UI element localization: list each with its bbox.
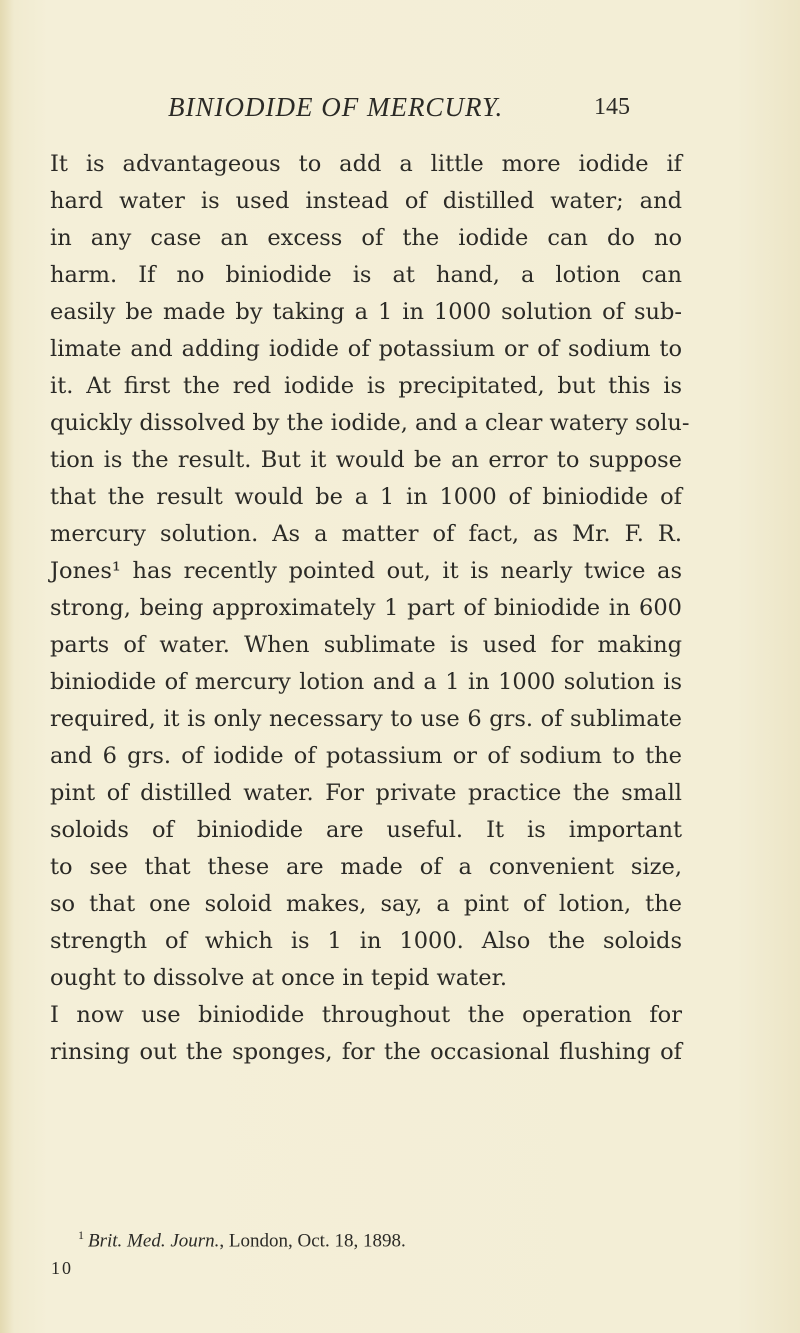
text-line: to see that these are made of a convenient size,: [50, 854, 682, 880]
footnote-citation: , London, Oct. 18, 1898.: [219, 1230, 406, 1252]
text-line: and 6 grs. of iodide of potassium or of sodium to the: [50, 743, 682, 769]
page-gutter-shadow: [0, 0, 14, 1333]
text-line: it. At first the red iodide is precipitated, but this is: [50, 373, 682, 399]
page-header: [168, 92, 688, 132]
text-line: quickly dissolved by the iodide, and a clear watery solu-: [50, 410, 690, 436]
text-line-paragraph-start: I now use biniodide throughout the operation for: [50, 1002, 682, 1028]
text-line: soloids of biniodide are useful. It is important: [50, 817, 682, 843]
text-line: required, it is only necessary to use 6 grs. of sublimate: [50, 706, 682, 732]
text-line: tion is the result. But it would be an error to suppose: [50, 447, 682, 473]
text-line: pint of distilled water. For private practice the small: [50, 780, 682, 806]
body-text: [50, 146, 690, 1071]
text-line: so that one soloid makes, say, a pint of lotion, the: [50, 891, 682, 917]
printer-signature: 10: [51, 1258, 73, 1278]
text-line: harm. If no biniodide is at hand, a lotion can: [50, 262, 682, 288]
text-line: easily be made by taking a 1 in 1000 solution of sub-: [50, 299, 682, 325]
running-title: BINIODIDE OF MERCURY.: [168, 92, 504, 122]
footnote-journal-title: Brit. Med. Journ.: [88, 1230, 220, 1252]
text-line: strength of which is 1 in 1000. Also the soloids: [50, 928, 682, 954]
page-number: 145: [594, 94, 630, 120]
text-line: mercury solution. As a matter of fact, as Mr. F. R.: [50, 521, 682, 547]
text-line: strong, being approximately 1 part of biniodide in 600: [50, 595, 682, 621]
text-line: that the result would be a 1 in 1000 of biniodide of: [50, 484, 682, 510]
text-line: rinsing out the sponges, for the occasional flushing of: [50, 1039, 682, 1065]
text-line: in any case an excess of the iodide can do no: [50, 225, 682, 251]
text-line: limate and adding iodide of potassium or of sodium to: [50, 336, 682, 362]
text-line: biniodide of mercury lotion and a 1 in 1000 solution is: [50, 669, 682, 695]
text-line-paragraph-end: ought to dissolve at once in tepid water.: [50, 965, 508, 991]
footnote: [78, 1228, 406, 1252]
text-line: Jones¹ has recently pointed out, it is nearly twice as: [50, 558, 682, 584]
footnote-mark: 1: [78, 1228, 84, 1242]
text-line: parts of water. When sublimate is used for making: [50, 632, 682, 658]
text-line: It is advantageous to add a little more iodide if: [50, 151, 682, 177]
text-line: hard water is used instead of distilled water; and: [50, 188, 682, 214]
